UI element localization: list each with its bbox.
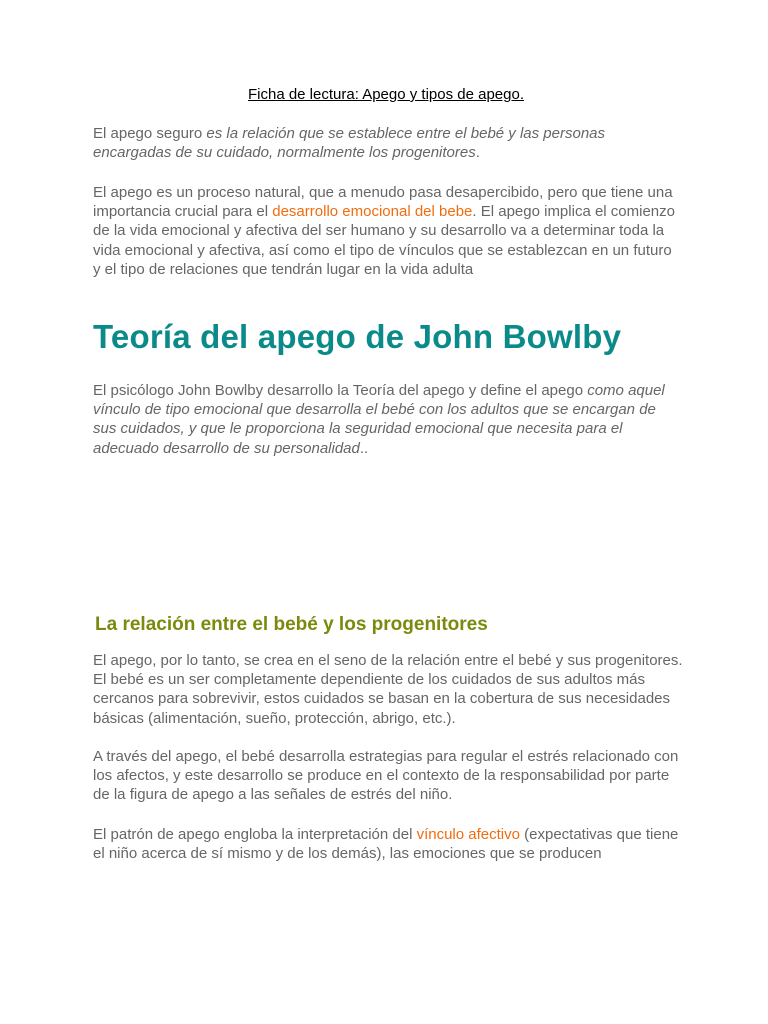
paragraph-attachment-pattern: El patrón de apego engloba la interpretación del vínculo afectivo (expectativas que tiene el niño acerca de sí mismo y de los demás), las emociones que se producen — [93, 826, 679, 863]
paragraph-attachment-process: El apego es un proceso natural, que a menudo pasa desapercibido, pero que tiene una importancia crucial para el desarrollo emocional del bebe. El apego implica el comienzo de la vida emocional y afectiva del ser humano y su desarrollo va a determinar toda la vida emocional y afectiva, así como el tipo de vínculos que se establezcan en un futuro y el tipo de relaciones que tendrán lugar en la vida adulta — [93, 184, 675, 278]
paragraph-stress-regulation: A través del apego, el bebé desarrolla estrategias para regular el estrés relacionado con los afectos, y este desarrollo se produce en el contexto de la responsabilidad por parte de la figura de apego a las señales de estrés del niño. — [93, 748, 679, 804]
link-vinculo-afectivo[interactable]: vínculo afectivo — [416, 826, 520, 843]
paragraph-bowlby-definition: El psicólogo John Bowlby desarrollo la Teoría del apego y define el apego como aquel vínculo de tipo emocional que desarrolla el bebé con los adultos que se encargan de sus cuidados, y que le proporciona la seguridad emocional que necesita para el adecuado desarrollo de su personalidad.. — [93, 382, 665, 457]
paragraph-secure-attachment: El apego seguro es la relación que se establece entre el bebé y las personas encargadas de su cuidado, normalmente los progenitores. — [93, 125, 606, 162]
heading-baby-parents-relation: La relación entre el bebé y los progenitores — [95, 614, 488, 635]
heading-bowlby-theory: Teoría del apego de John Bowlby — [93, 318, 622, 355]
paragraph-attachment-relationship: El apego, por lo tanto, se crea en el seno de la relación entre el bebé y sus progenitores. El bebé es un ser completamente dependiente de los cuidados de sus adultos más cercanos para sobrevivir, estos cuidados se basan en la cobertura de sus necesidades básicas (alimentación, sueño, protección, abrigo, etc.). — [93, 652, 683, 727]
link-desarrollo-emocional[interactable]: desarrollo emocional del bebe — [272, 203, 473, 221]
document-title: Ficha de lectura: Apego y tipos de apego. — [247, 86, 525, 103]
